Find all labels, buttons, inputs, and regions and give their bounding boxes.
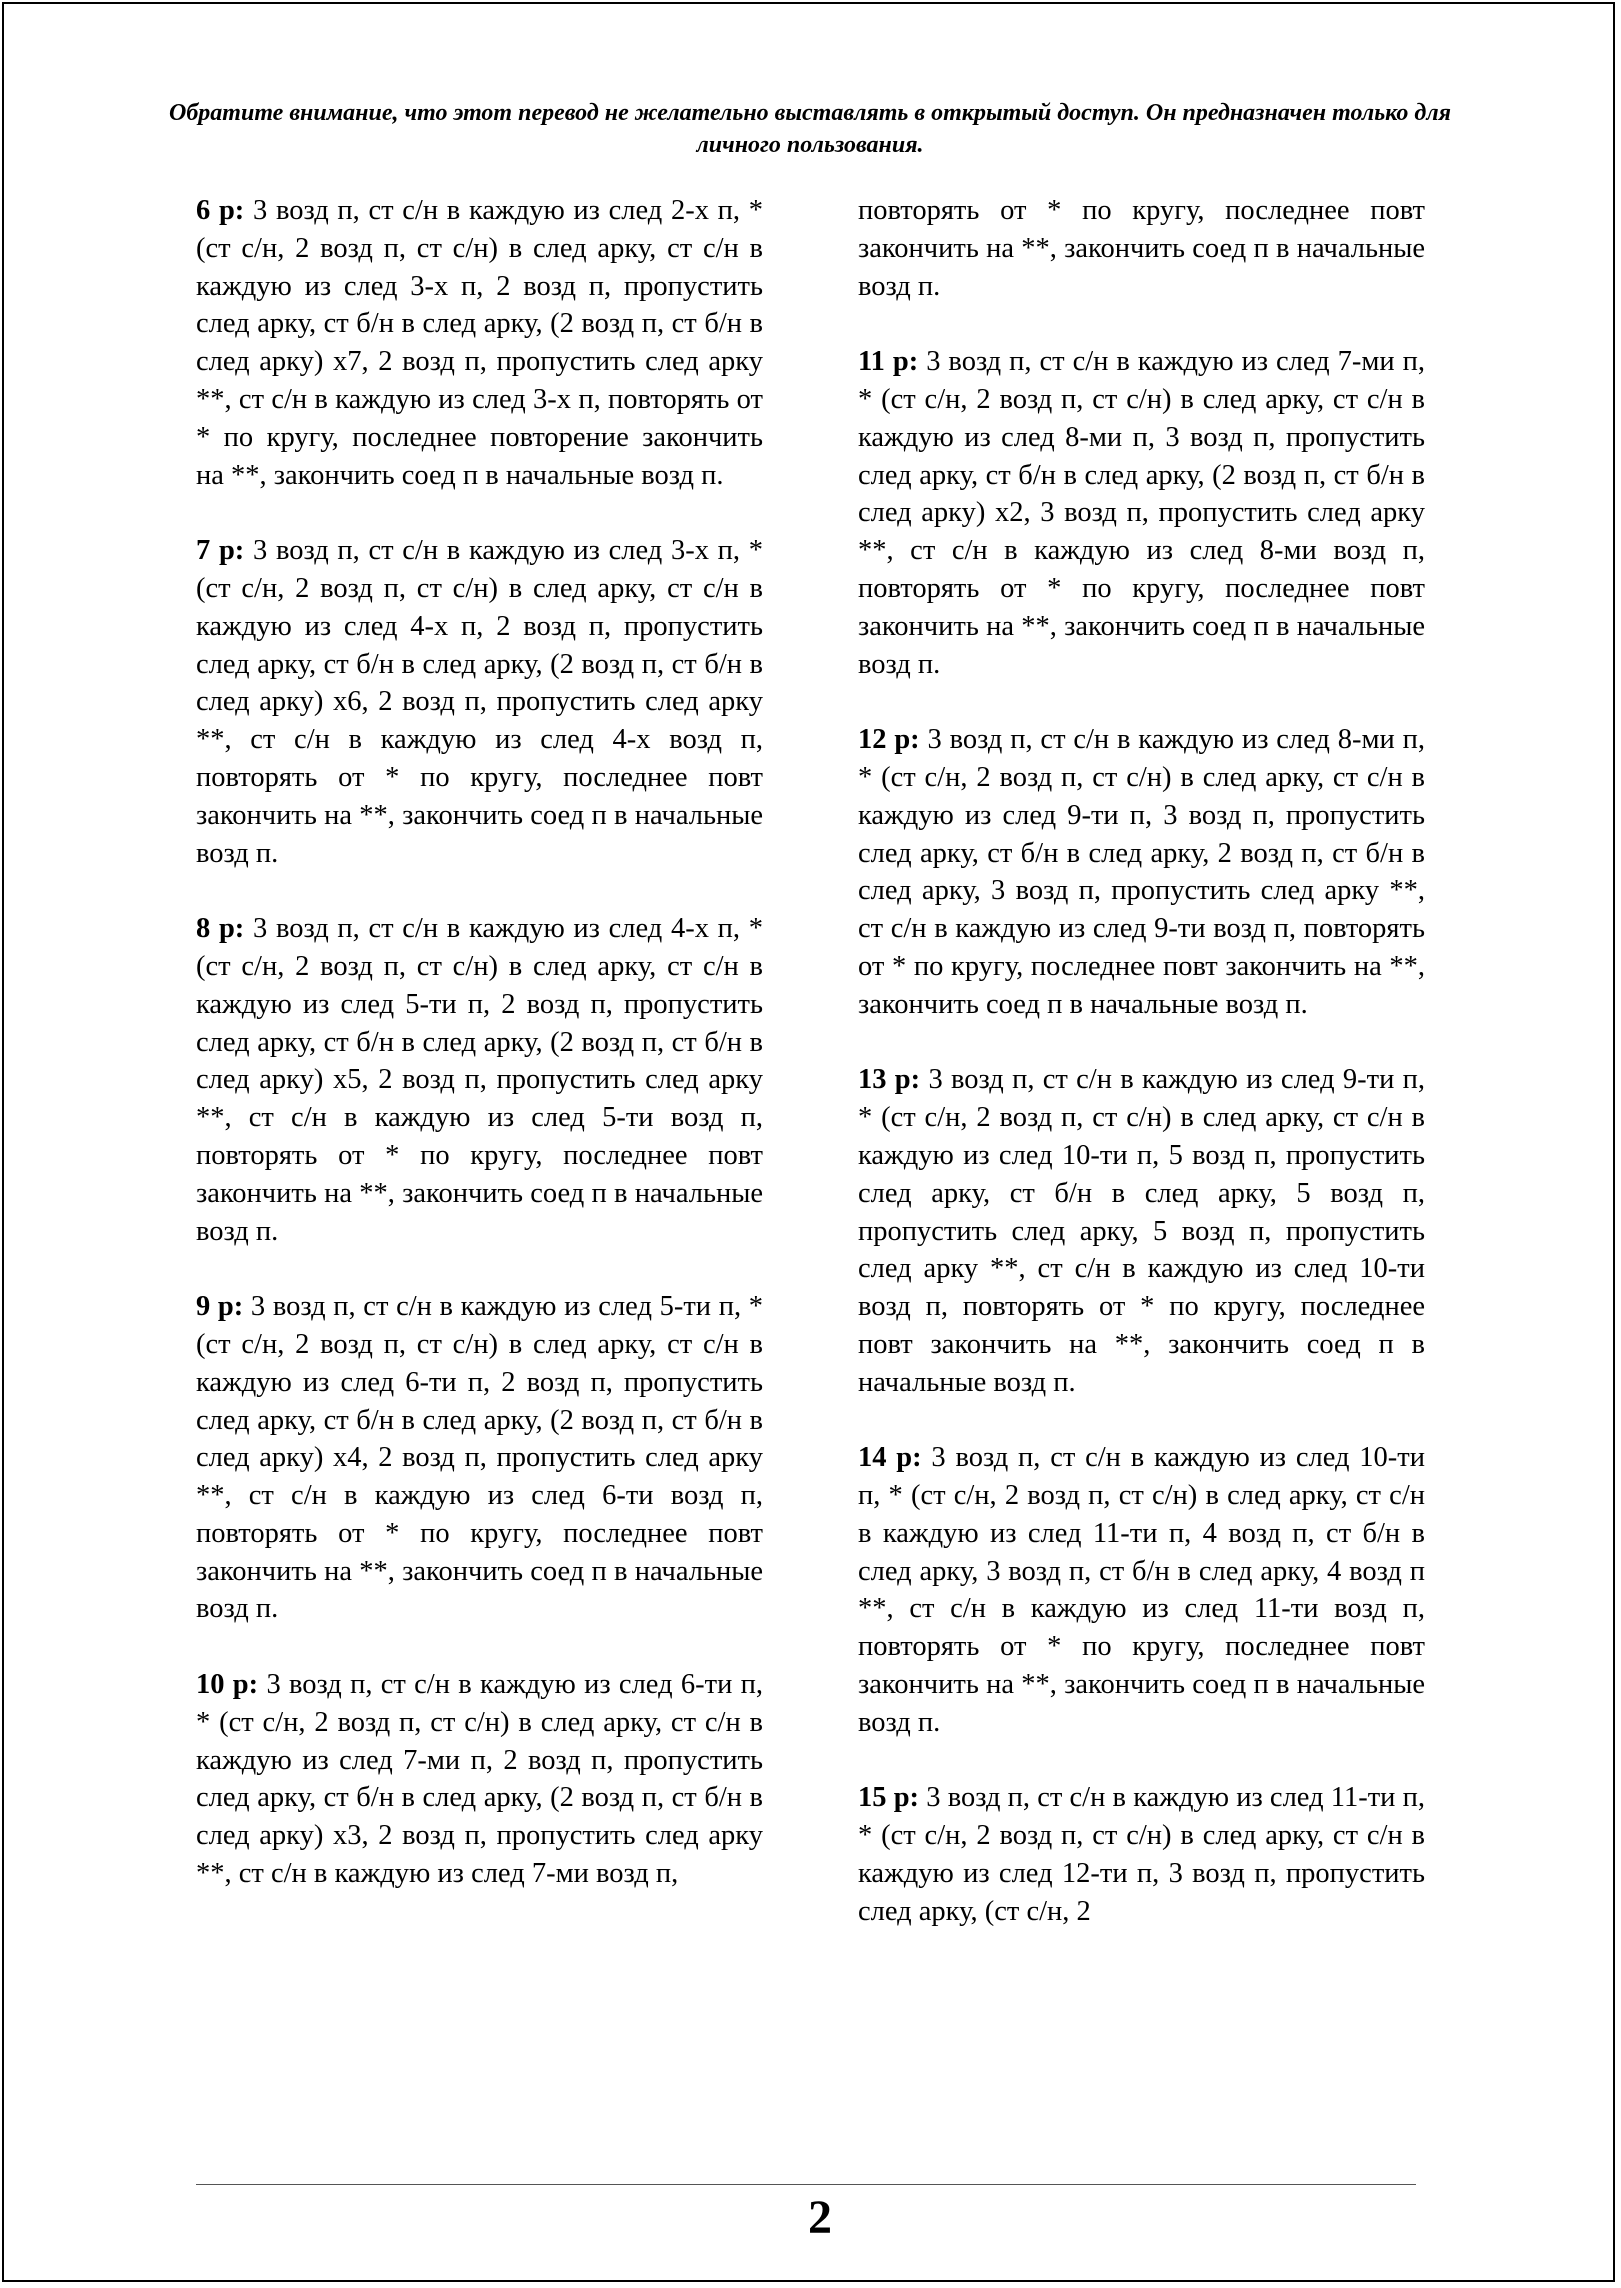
row-label: 10 р: — [196, 1669, 259, 1701]
row-label: 7 р: — [196, 535, 245, 567]
row-10-continuation — [858, 192, 1425, 305]
right-column — [858, 192, 1425, 1968]
row-text: 3 возд п, ст с/н в каждую из след 8-ми п, * (ст с/н, 2 возд п, ст с/н) в след арку, ст с/н в каждую из след 9-ти п, 3 возд п, пропустить след арку, ст б/н в след арку, 2 возд п, ст б/н в след арку, 3 возд п, пропустить след арку **, ст с/н в каждую из след 9-ти возд п, повторять от * по кругу, последнее повт закончить на **, закончить соед п в начальные возд п. — [858, 724, 1426, 1020]
row-8-paragraph — [196, 910, 763, 1250]
row-label: 13 р: — [858, 1064, 921, 1096]
row-text: 3 возд п, ст с/н в каждую из след 9-ти п, * (ст с/н, 2 возд п, ст с/н) в след арку, ст с/н в каждую из след 10-ти п, 5 возд п, пропустить след арку, ст б/н в след арку, 5 возд п, пропустить след арку, 5 возд п, пропустить след арку **, ст с/н в каждую из след 10-ти возд п, повторять от * по кругу, последнее повт закончить на **, закончить соед п в начальные возд п. — [858, 1064, 1426, 1398]
row-text: 3 возд п, ст с/н в каждую из след 7-ми п, * (ст с/н, 2 возд п, ст с/н) в след арку, ст с/н в каждую из след 8-ми п, 3 возд п, пропустить след арку, ст б/н в след арку, (2 возд п, ст б/н в след арку) х2, 3 возд п, пропустить след арку **, ст с/н в каждую из след 8-ми возд п, повторять от * по кругу, последнее повт закончить на **, закончить соед п в начальные возд п. — [858, 346, 1426, 680]
row-text: 3 возд п, ст с/н в каждую из след 2-х п, * (ст с/н, 2 возд п, ст с/н) в след арку, ст с/н в каждую из след 3-х п, 2 возд п, пропустить след арку, ст б/н в след арку, (2 возд п, ст б/н в след арку) х7, 2 возд п, пропустить след арку **, ст с/н в каждую из след 3-х п, повторять от * по кругу, последнее повторение закончить на **, закончить соед п в начальные возд п. — [196, 195, 763, 491]
row-text: 3 возд п, ст с/н в каждую из след 10-ти п, * (ст с/н, 2 возд п, ст с/н) в след арку, ст с/н в каждую из след 11-ти п, 4 возд п, ст б/н в след арку, 3 возд п, ст б/н в след арку, 4 возд п **, ст с/н в каждую из след 11-ти возд п, повторять от * по кругу, последнее повт закончить на **, закончить соед п в начальные возд п. — [858, 1442, 1425, 1738]
row-14-paragraph — [858, 1439, 1425, 1741]
row-label: 6 р: — [196, 195, 245, 226]
row-text: 3 возд п, ст с/н в каждую из след 6-ти п, * (ст с/н, 2 возд п, ст с/н) в след арку, ст с/н в каждую из след 7-ми п, 2 возд п, пропустить след арку, ст б/н в след арку, (2 возд п, ст б/н в след арку) х3, 2 возд п, пропустить след арку **, ст с/н в каждую из след 7-ми возд п, — [196, 1669, 764, 1890]
row-label: 14 р: — [858, 1442, 922, 1474]
row-7-paragraph — [196, 532, 763, 872]
row-text: 3 возд п, ст с/н в каждую из след 11-ти п, * (ст с/н, 2 возд п, ст с/н) в след арку, ст с/н в каждую из след 12-ти п, 3 возд п, пропустить след арку, (ст с/н, 2 — [858, 1782, 1425, 1927]
row-13-paragraph — [858, 1061, 1425, 1401]
row-10-paragraph — [196, 1666, 763, 1893]
row-text: 3 возд п, ст с/н в каждую из след 5-ти п, * (ст с/н, 2 возд п, ст с/н) в след арку, ст с/н в каждую из след 6-ти п, 2 возд п, пропустить след арку, ст б/н в след арку, (2 возд п, ст б/н в след арку) х4, 2 возд п, пропустить след арку **, ст с/н в каждую из след 6-ти возд п, повторять от * по кругу, последнее повт закончить на **, закончить соед п в начальные возд п. — [196, 1291, 764, 1625]
translation-notice: Обратите внимание, что этот перевод не желательно выставлять в открытый доступ. Он предназначен только для личного пользования. — [169, 100, 1451, 158]
row-11-paragraph — [858, 343, 1425, 683]
row-text: повторять от * по кругу, последнее повт закончить на **, закончить соед п в начальные возд п. — [858, 195, 1425, 302]
row-label: 8 р: — [196, 913, 245, 945]
row-9-paragraph — [196, 1288, 763, 1628]
row-text: 3 возд п, ст с/н в каждую из след 3-х п, * (ст с/н, 2 возд п, ст с/н) в след арку, ст с/н в каждую из след 4-х п, 2 возд п, пропустить след арку, ст б/н в след арку, (2 возд п, ст б/н в след арку) х6, 2 возд п, пропустить след арку **, ст с/н в каждую из след 4-х возд п, повторять от * по кругу, последнее повт закончить на **, закончить соед п в начальные возд п. — [196, 535, 763, 869]
row-15-paragraph — [858, 1779, 1425, 1930]
row-text: 3 возд п, ст с/н в каждую из след 4-х п, * (ст с/н, 2 возд п, ст с/н) в след арку, ст с/н в каждую из след 5-ти п, 2 возд п, пропустить след арку, ст б/н в след арку, (2 возд п, ст б/н в след арку) х5, 2 возд п, пропустить след арку **, ст с/н в каждую из след 5-ти возд п, повторять от * по кругу, последнее повт закончить на **, закончить соед п в начальные возд п. — [196, 913, 763, 1247]
page-number: 2 — [808, 2191, 832, 2244]
row-12-paragraph — [858, 721, 1425, 1023]
left-column — [196, 192, 763, 1931]
row-label: 11 р: — [858, 346, 919, 378]
row-label: 9 р: — [196, 1291, 244, 1323]
row-label: 12 р: — [858, 724, 920, 756]
row-label: 15 р: — [858, 1782, 920, 1814]
footer-divider — [196, 2184, 1416, 2185]
row-6-paragraph — [196, 192, 763, 494]
